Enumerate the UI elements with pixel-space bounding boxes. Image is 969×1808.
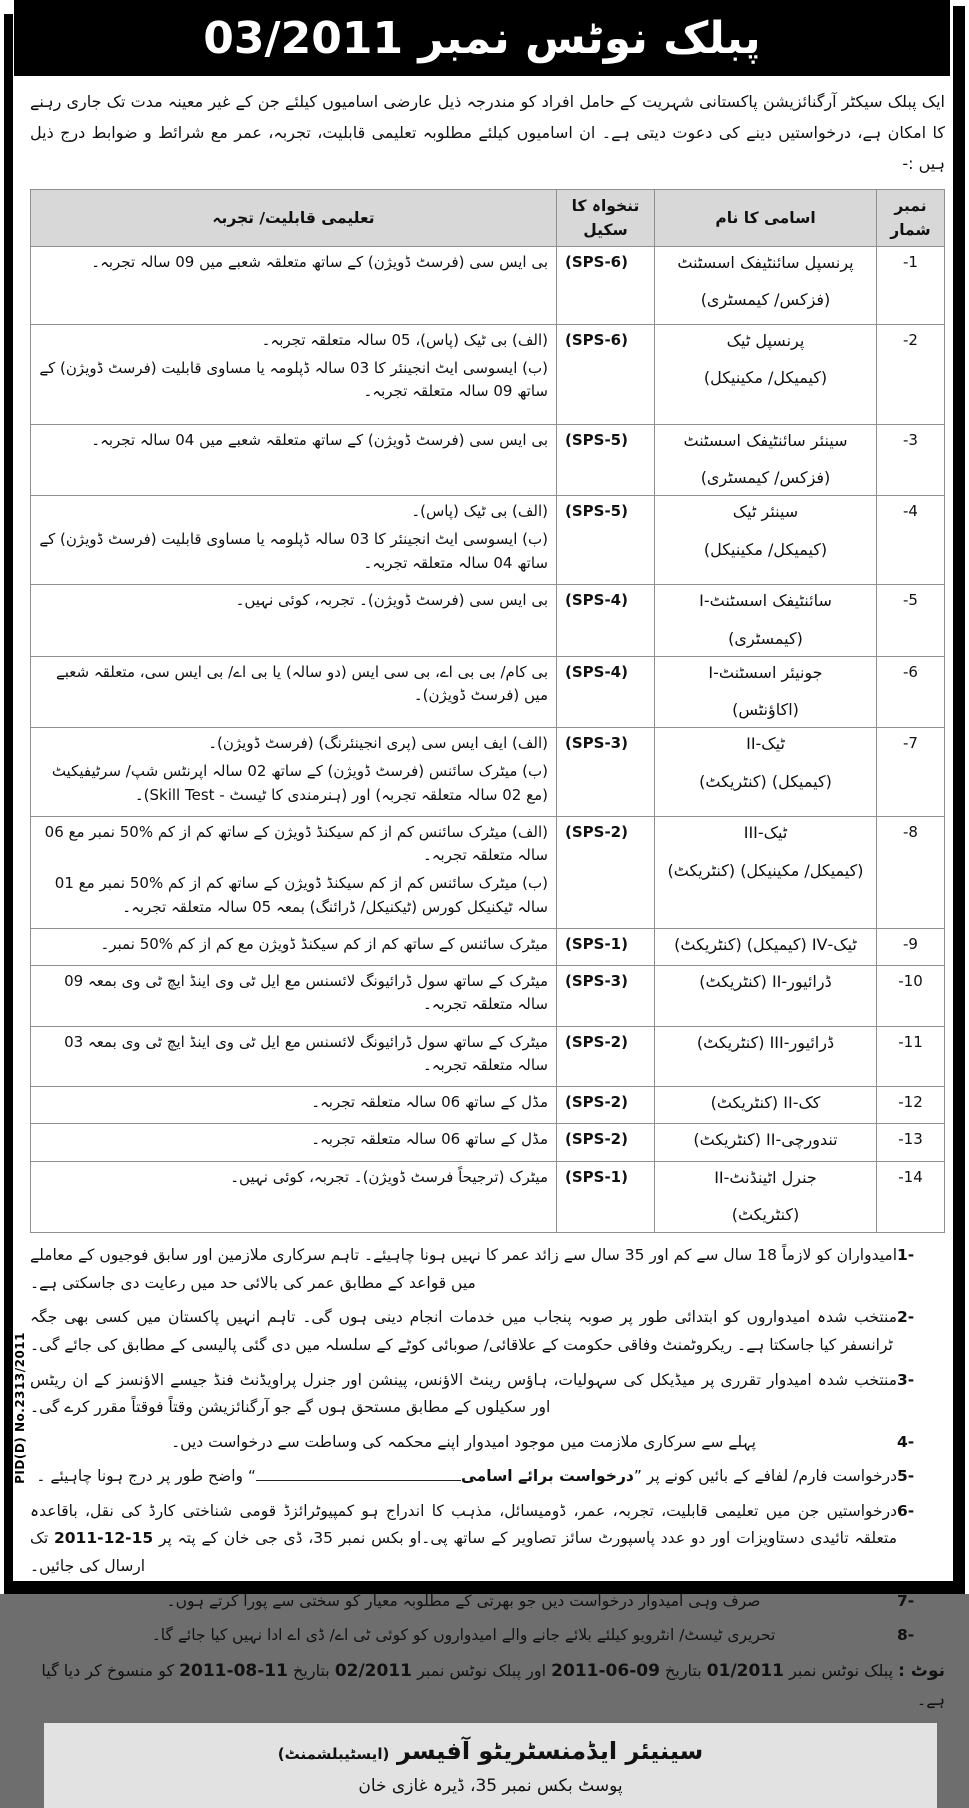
list-item: 3- منتخب شدہ امیدوار تقرری پر میڈیکل کی سہولیات، ہاؤس رینٹ الاؤنس، پینشن اور جنرل پراویڈنٹ فنڈ جیسے الاؤنسز کے ان ریٹس اور سکیلوں کے مطابق مستحق ہوں گے جو آرگنائزیشن وقتاً فوقتاً مقرر کرے گی۔ [30, 1367, 945, 1422]
table-header-row [31, 189, 945, 246]
note-number: 2- [897, 1308, 915, 1327]
scale-cell: (SPS-1) [557, 928, 655, 965]
scale-cell: (SPS-2) [557, 1124, 655, 1161]
list-item: 5- درخواست فارم/ لفافے کے بائیں کونے پر ”درخواست برائے اسامی“ واضح طور پر درج ہونا چاہیئے ۔ [30, 1463, 945, 1491]
column-header-post: اسامی کا نام [655, 189, 877, 246]
table-row [31, 246, 945, 324]
post-cell: ٹیک-III (کیمیکل/ مکینیکل) (کنٹریکٹ) [655, 816, 877, 928]
post-cell: سینئر ٹیک (کیمیکل/ مکینیکل) [655, 496, 877, 585]
qualification-cell: میٹرک سائنس کے ساتھ کم از کم سیکنڈ ڈویژن مع کم از کم %50 نمبر۔ [31, 928, 557, 965]
note-label: نوٹ : [898, 1660, 945, 1681]
serial-cell: -4 [877, 496, 945, 585]
officer-department: (ایسٹیبلشمنٹ) [277, 1744, 390, 1763]
column-header-qualification: تعلیمی قابلیت/ تجربہ [31, 189, 557, 246]
post-cell: پرنسپل ٹیک (کیمیکل/ مکینیکل) [655, 324, 877, 424]
postal-address: پوسٹ بکس نمبر 35، ڈیرہ غازی خان [358, 1775, 623, 1796]
scale-cell: (SPS-4) [557, 656, 655, 728]
table-row [31, 966, 945, 1027]
table-row [31, 816, 945, 928]
post-cell: ٹیک-II (کیمیکل) (کنٹریکٹ) [655, 728, 877, 817]
right-border-bar [953, 6, 965, 1594]
qualification-cell: میٹرک کے ساتھ سول ڈرائیونگ لائسنس مع ایل ٹی وی اینڈ ایچ ٹی وی بمعہ 03 سالہ متعلقہ تجربہ۔ [31, 1026, 557, 1087]
table-row [31, 928, 945, 965]
column-header-scale: تنخواہ کا سکیل [557, 189, 655, 246]
column-header-serial: نمبر شمار [877, 189, 945, 246]
qualification-cell: (الف) بی ٹیک (پاس)، 05 سالہ متعلقہ تجربہ۔ (ب) ایسوسی ایٹ انجینئر کا 03 سالہ ڈپلومہ یا مساوی قابلیت (فرسٹ ڈویژن) کے ساتھ 09 سالہ متعلقہ تجربہ۔ [31, 324, 557, 424]
post-cell: ٹیک-IV (کیمیکل) (کنٹریکٹ) [655, 928, 877, 965]
table-row [31, 1026, 945, 1087]
scale-cell: (SPS-1) [557, 1161, 655, 1233]
table-row [31, 1124, 945, 1161]
table-row [31, 496, 945, 585]
cancellation-note: نوٹ : پبلک نوٹس نمبر 01/2011 بتاریخ 09-06-2011 اور پبلک نوٹس نمبر 02/2011 بتاریخ 11-08-2011 کو منسوخ کر دیا گیا ہے۔ [41, 1660, 945, 1709]
serial-cell: -11 [877, 1026, 945, 1087]
note-number: 4- [897, 1432, 915, 1451]
post-cell: جنرل اٹینڈنٹ-II (کنٹریکٹ) [655, 1161, 877, 1233]
terms-and-conditions [30, 1242, 945, 1650]
table-row [31, 656, 945, 728]
serial-cell: -10 [877, 966, 945, 1027]
post-cell: تندورچی-II (کنٹریکٹ) [655, 1124, 877, 1161]
scale-cell: (SPS-5) [557, 424, 655, 496]
scale-cell: (SPS-6) [557, 324, 655, 424]
qualification-cell: (الف) میٹرک سائنس کم از کم سیکنڈ ڈویژن کے ساتھ کم از کم %50 نمبر مع 06 سالہ متعلقہ تجربہ۔ (ب) میٹرک سائنس کم از کم سیکنڈ ڈویژن کے ساتھ کم از کم %50 نمبر مع 01 سالہ ٹیکنیکل کورس (ٹیکنیکل/ ڈرائنگ) بمعہ 05 سالہ متعلقہ تجربہ۔ [31, 816, 557, 928]
qualification-cell: (الف) ایف ایس سی (پری انجینئرنگ) (فرسٹ ڈویژن)۔ (ب) میٹرک سائنس (فرسٹ ڈویژن) کے ساتھ 02 سالہ اپرنٹس شپ/ سرٹیفیکیٹ (مع 02 سالہ متعلقہ تجربہ) اور (ہنرمندی کا ٹیسٹ - Skill Test)۔ [31, 728, 557, 817]
serial-cell: -9 [877, 928, 945, 965]
qualification-cell: بی ایس سی (فرسٹ ڈویژن) کے ساتھ متعلقہ شعبے میں 09 سالہ تجربہ۔ [31, 246, 557, 324]
scale-cell: (SPS-4) [557, 584, 655, 656]
list-item: 1- امیدواران کو لازماً 18 سال سے کم اور 35 سال سے زائد عمر کا نہیں ہونا چاہیئے۔ تاہم سرکاری ملازمین اور سابق فوجیوں کے معاملے میں قواعد کے مطابق عمر کی بالائی حد میں رعایت دی جاسکتی ہے۔ [30, 1242, 945, 1297]
masthead [14, 0, 950, 76]
signature-block [44, 1723, 937, 1808]
qualification-cell: بی کام/ بی بی اے، بی سی ایس (دو سالہ) یا بی اے/ بی ایس سی، متعلقہ شعبے میں (فرسٹ ڈویژن)۔ [31, 656, 557, 728]
note-number: 8- [897, 1626, 915, 1645]
table-row [31, 584, 945, 656]
note-number: 5- [897, 1467, 915, 1486]
qualification-cell: میٹرک کے ساتھ سول ڈرائیونگ لائسنس مع ایل ٹی وی اینڈ ایچ ٹی وی بمعہ 09 سالہ متعلقہ تجربہ۔ [31, 966, 557, 1027]
serial-cell: -8 [877, 816, 945, 928]
vacancies-table [30, 189, 945, 1234]
blank-line [256, 1466, 461, 1481]
page-title: پبلک نوٹس نمبر 03/2011 [203, 12, 761, 64]
scale-cell: (SPS-3) [557, 728, 655, 817]
intro-paragraph: ایک پبلک سیکٹر آرگنائزیشن پاکستانی شہریت کے حامل افراد کو مندرجہ ذیل عارضی اسامیوں کیلئے جن کے غیر معینہ مدت تک جاری رہنے کا امکان ہے، درخواستیں دینے کی دعوت دیتی ہے۔ ان اسامیوں کیلئے مطلوبہ تعلیمی قابلیت، تجربہ، عمر مع شرائط و ضوابط درج ذیل ہیں :- [30, 92, 945, 174]
notice-body [30, 86, 945, 1808]
deadline-date: 15-12-2011 [53, 1529, 154, 1548]
table-row [31, 324, 945, 424]
table-row [31, 728, 945, 817]
note-number: 1- [897, 1246, 915, 1265]
cancelled-notice-number-2: 02/2011 [334, 1660, 412, 1681]
cancelled-notice-date-1: 09-06-2011 [551, 1660, 660, 1681]
table-row [31, 1161, 945, 1233]
serial-cell: -2 [877, 324, 945, 424]
serial-cell: -12 [877, 1087, 945, 1124]
note-number: 6- [897, 1501, 915, 1520]
post-cell: کک-II (کنٹریکٹ) [655, 1087, 877, 1124]
post-cell: جونیئر اسسٹنٹ-I (اکاؤنٹس) [655, 656, 877, 728]
officer-title: سینیئر ایڈمنسٹریٹو آفیسر [396, 1736, 704, 1765]
list-item: 4- پہلے سے سرکاری ملازمت میں موجود امیدوار اپنے محکمہ کی وساطت سے درخواست دیں۔ [30, 1429, 945, 1457]
note-number: 7- [897, 1591, 915, 1610]
cancelled-notice-number-1: 01/2011 [706, 1660, 784, 1681]
note-number: 3- [897, 1370, 915, 1389]
table-row [31, 424, 945, 496]
scale-cell: (SPS-2) [557, 816, 655, 928]
list-item: 6- درخواستیں جن میں تعلیمی قابلیت، تجربہ، عمر، ڈومیسائل، مذہب کا اندراج ہو کمپیوٹرائزڈ قومی شناختی کارڈ کی نقل، باقاعدہ متعلقہ تائیدی دستاویزات اور دو عدد پاسپورٹ سائز تصاویر کے ساتھ پی۔او بکس نمبر 35، ڈی جی خان کے پتہ پر 15-12-2011 تک ارسال کی جائیں۔ [30, 1498, 945, 1581]
scale-cell: (SPS-5) [557, 496, 655, 585]
scale-cell: (SPS-3) [557, 966, 655, 1027]
qualification-cell: (الف) بی ٹیک (پاس)۔ (ب) ایسوسی ایٹ انجینئر کا 03 سالہ ڈپلومہ یا مساوی قابلیت (فرسٹ ڈویژن) کے ساتھ 04 سالہ متعلقہ تجربہ۔ [31, 496, 557, 585]
qualification-cell: بی ایس سی (فرسٹ ڈویژن) کے ساتھ متعلقہ شعبے میں 04 سالہ تجربہ۔ [31, 424, 557, 496]
list-item: 8- تحریری ٹیسٹ/ انٹرویو کیلئے بلائے جانے والے امیدواروں کو کوئی ٹی اے/ ڈی اے ادا نہیں کیا جائے گا۔ [30, 1622, 945, 1650]
cancelled-notice-date-2: 11-08-2011 [179, 1660, 288, 1681]
post-cell: سینئر سائنٹیفک اسسٹنٹ (فزکس/ کیمسٹری) [655, 424, 877, 496]
serial-cell: -3 [877, 424, 945, 496]
scale-cell: (SPS-2) [557, 1087, 655, 1124]
scale-cell: (SPS-2) [557, 1026, 655, 1087]
qualification-cell: مڈل کے ساتھ 06 سالہ متعلقہ تجربہ۔ [31, 1124, 557, 1161]
post-cell: ڈرائیور-III (کنٹریکٹ) [655, 1026, 877, 1087]
serial-cell: -13 [877, 1124, 945, 1161]
qualification-cell: مڈل کے ساتھ 06 سالہ متعلقہ تجربہ۔ [31, 1087, 557, 1124]
list-item: 7- صرف وہی امیدوار درخواست دیں جو بھرتی کے مطلوبہ معیار کو سختی سے پورا کرتے ہوں۔ [30, 1588, 945, 1616]
serial-cell: -5 [877, 584, 945, 656]
serial-cell: -7 [877, 728, 945, 817]
post-cell: ڈرائیور-II (کنٹریکٹ) [655, 966, 877, 1027]
application-for-post-label: درخواست برائے اسامی [460, 1467, 634, 1486]
qualification-cell: میٹرک (ترجیحاً فرسٹ ڈویژن)۔ تجربہ، کوئی نہیں۔ [31, 1161, 557, 1233]
table-row [31, 1087, 945, 1124]
serial-cell: -6 [877, 656, 945, 728]
serial-cell: -14 [877, 1161, 945, 1233]
list-item: 2- منتخب شدہ امیدواروں کو ابتدائی طور پر صوبہ پنجاب میں خدمات انجام دینی ہوں گی۔ تاہم انہیں پاکستان میں کسی بھی جگہ ٹرانسفر کیا جاسکتا ہے۔ ریکروٹمنٹ وفاقی حکومت کے علاقائی/ صوبائی کوٹے کے سلسلہ میں دی گئی پالیسی کے مطابق کی جائے گی۔ [30, 1304, 945, 1359]
left-border-bar [4, 14, 13, 1594]
post-cell: پرنسپل سائنٹیفک اسسٹنٹ (فزکس/ کیمسٹری) [655, 246, 877, 324]
scale-cell: (SPS-6) [557, 246, 655, 324]
serial-cell: -1 [877, 246, 945, 324]
post-cell: سائنٹیفک اسسٹنٹ-I (کیمسٹری) [655, 584, 877, 656]
pid-reference-number: PID(D) No.2313/2011 [13, 1332, 27, 1484]
qualification-cell: بی ایس سی (فرسٹ ڈویژن)۔ تجربہ، کوئی نہیں۔ [31, 584, 557, 656]
